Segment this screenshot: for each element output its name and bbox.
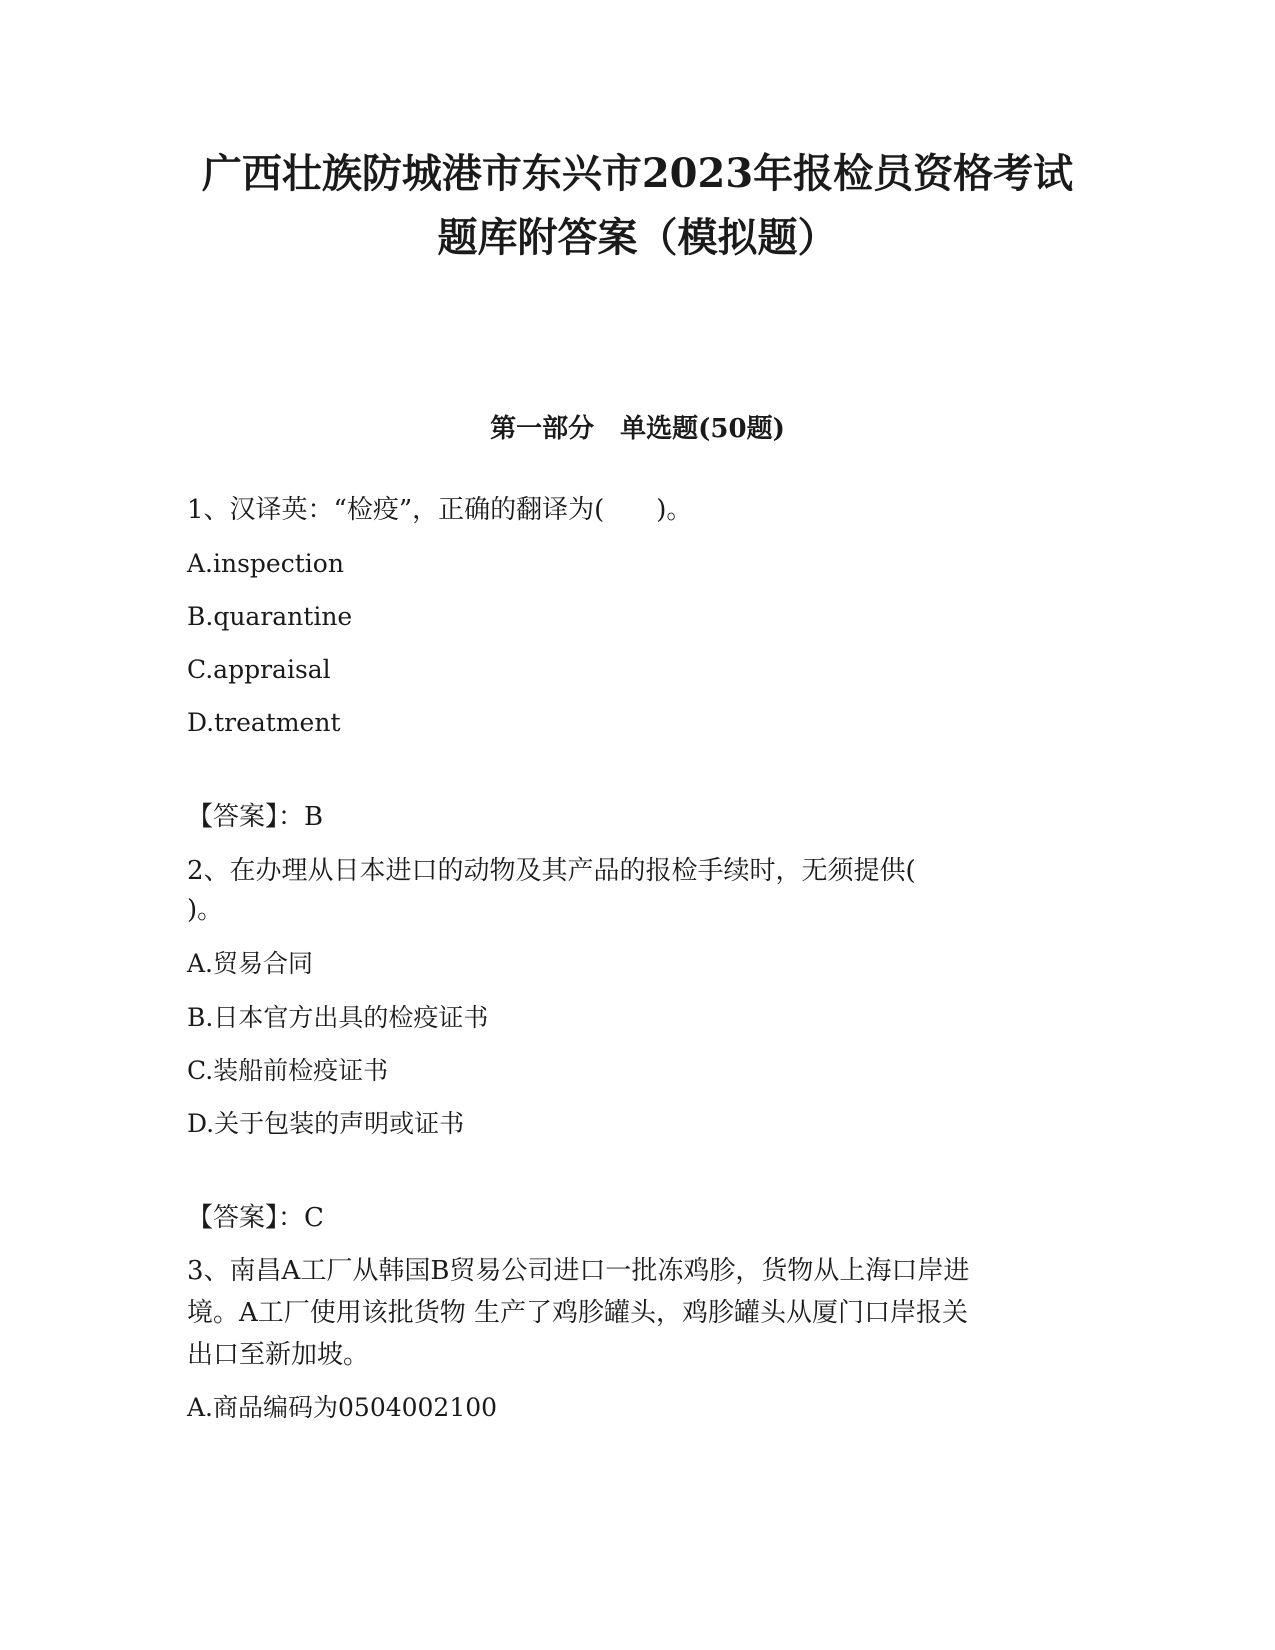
question-2-option-a: A.贸易合同 <box>187 949 314 978</box>
question-2-option-b: B.日本官方出具的检疫证书 <box>187 1003 489 1032</box>
question-1-stem: 1、汉译英：“检疫”，正确的翻译为( )。 <box>187 495 693 525</box>
question-3-stem-line-3: 出口至新加坡。 <box>187 1340 370 1370</box>
question-3-option-a: A.商品编码为0504002100 <box>187 1393 498 1422</box>
question-2-stem-line-2: )。 <box>187 895 224 925</box>
document-title <box>150 142 1125 270</box>
question-1-answer: 【答案】：B <box>187 802 324 832</box>
question-3-stem-line-1: 3、南昌A工厂从韩国B贸易公司进口一批冻鸡胗，货物从上海口岸进 <box>187 1256 970 1286</box>
section-heading: 第一部分 单选题(50题) <box>490 414 785 444</box>
question-1-option-c: C.appraisal <box>187 655 331 684</box>
question-2-option-d: D.关于包装的声明或证书 <box>187 1109 465 1138</box>
document-title-line-2: 题库附答案（模拟题） <box>437 214 838 261</box>
question-1-option-d: D.treatment <box>187 708 341 737</box>
question-1-option-a: A.inspection <box>187 549 344 578</box>
question-2-stem-line-1: 2、在办理从日本进口的动物及其产品的报检手续时，无须提供( <box>187 856 916 886</box>
question-3-stem-line-2: 境。A工厂使用该批货物 生产了鸡胗罐头，鸡胗罐头从厦门口岸报关 <box>187 1298 969 1328</box>
document-title-line-1: 广西壮族防城港市东兴市2023年报检员资格考试 <box>201 150 1074 197</box>
question-1-option-b: B.quarantine <box>187 602 353 631</box>
question-2-option-c: C.装船前检疫证书 <box>187 1056 389 1085</box>
question-2-answer: 【答案】：C <box>187 1203 324 1233</box>
